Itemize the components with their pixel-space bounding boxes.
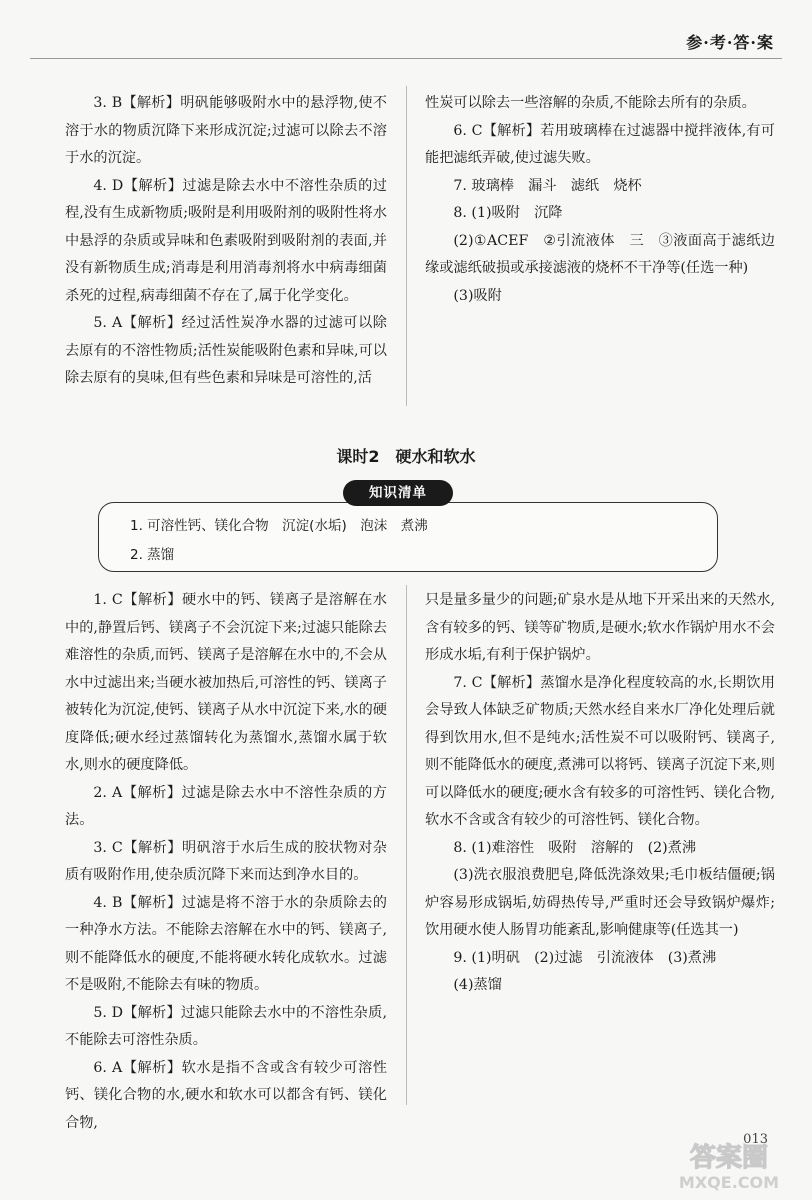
answer-paragraph: 7. C【解析】蒸馏水是净化程度较高的水,长期饮用会导致人体缺乏矿物质;天然水经自来水厂净化处理后就得到饮用水,但不是纯水;活性炭不可以吸附钙、镁离子,则不能降低水的硬度,煮沸可以将钙、镁离子沉淀下来,则可以降低水的硬度;硬水含有较多的可溶性钙、镁化合物,软水不含或含有较少的可溶性钙、镁化合物。 — [425, 674, 775, 828]
answer-paragraph: 3. C【解析】明矾溶于水后生成的胶状物对杂质有吸附作用,使杂质沉降下来而达到净水目的。 — [65, 839, 387, 883]
section2-right-column — [425, 587, 775, 1000]
answer-paragraph: 4. D【解析】过滤是除去水中不溶性杂质的过程,没有生成新物质;吸附是利用吸附剂的吸附性将水中悬浮的杂质或异味和色素吸附到吸附剂的表面,并没有新物质生成;消毒是利用消毒剂将水中病毒细菌杀死的过程,病毒细菌不存在了,属于化学变化。 — [65, 177, 387, 304]
header-title: 参·考·答·案 — [686, 33, 774, 52]
section1-left-column — [65, 90, 387, 393]
answer-paragraph: 6. C【解析】若用玻璃棒在过滤器中搅拌液体,有可能把滤纸弄破,使过滤失败。 — [425, 122, 775, 166]
answer-paragraph: 5. D【解析】过滤只能除去水中的不溶性杂质,不能除去可溶性杂质。 — [65, 1004, 387, 1048]
watermark-logo — [654, 1134, 804, 1194]
answer-paragraph: 1. C【解析】硬水中的钙、镁离子是溶解在水中的,静置后钙、镁离子不会沉淀下来;过滤只能除去难溶性的杂质,而钙、镁离子是溶解在水中的,不会从水中过滤出来;当硬水被加热后,可溶性的钙、镁离子被转化为沉淀,使钙、镁离子从水中沉淀下来,水的硬度降低;硬水经过蒸馏转化为蒸馏水,蒸馏水属于软水,则水的硬度降低。 — [65, 592, 387, 773]
answer-paragraph-continued: 只是量多量少的问题;矿泉水是从地下开采出来的天然水,含有较多的钙、镁等矿物质,是硬水;软水作锅炉用水不会形成水垢,有利于保护锅炉。 — [425, 592, 775, 663]
page-header — [0, 0, 812, 62]
watermark-text: 答案圈 — [689, 1143, 769, 1173]
section1-right-column — [425, 90, 775, 310]
watermark-url: MXQE.COM — [678, 1173, 780, 1192]
answer-paragraph: 8. (1)难溶性 吸附 溶解的 (2)煮沸 — [453, 839, 697, 856]
answer-paragraph-continued: 性炭可以除去一些溶解的杂质,不能除去所有的杂质。 — [425, 95, 756, 111]
answer-paragraph: 8. (1)吸附 沉降 — [453, 205, 563, 221]
knowledge-item: 2. 蒸馏 — [130, 547, 175, 563]
knowledge-box — [98, 502, 718, 572]
column-divider — [406, 585, 407, 1105]
answer-paragraph: (3)吸附 — [453, 287, 502, 304]
page-number: 013 — [743, 1132, 768, 1147]
lesson-title: 课时2 硬水和软水 — [336, 447, 476, 466]
section2-left-column — [65, 587, 387, 1137]
answer-paragraph: (4)蒸馏 — [453, 977, 502, 993]
answer-paragraph: (3)洗衣服浪费肥皂,降低洗涤效果;毛巾板结僵硬;锅炉容易形成锅垢,妨碍热传导,严重时还会导致锅炉爆炸;饮用硬水使人肠胃功能紊乱,影响健康等(任选其一) — [425, 867, 775, 938]
answer-paragraph: 5. A【解析】经过活性炭净水器的过滤可以除去原有的不溶性物质;活性炭能吸附色素和异味,可以除去原有的臭味,但有些色素和异味是可溶性的,活 — [65, 315, 387, 386]
answer-paragraph: 9. (1)明矾 (2)过滤 引流液体 (3)煮沸 — [453, 949, 717, 966]
answer-paragraph: 6. A【解析】软水是指不含或含有较少可溶性钙、镁化合物的水,硬水和软水可以都含有钙、镁化合物, — [65, 1059, 387, 1131]
answer-paragraph: 2. A【解析】过滤是除去水中不溶性杂质的方法。 — [65, 784, 387, 828]
knowledge-tab: 知识清单 — [343, 480, 453, 506]
answer-paragraph: 3. B【解析】明矾能够吸附水中的悬浮物,使不溶于水的物质沉降下来形成沉淀;过滤可以除去不溶于水的沉淀。 — [65, 95, 387, 166]
column-divider — [406, 86, 407, 406]
answer-paragraph: (2)①ACEF ②引流液体 三 ③液面高于滤纸边缘或滤纸破损或承接滤液的烧杯不干净等(任选一种) — [425, 232, 775, 276]
answer-paragraph: 7. 玻璃棒 漏斗 滤纸 烧杯 — [453, 177, 642, 194]
knowledge-item: 1. 可溶性钙、镁化合物 沉淀(水垢) 泡沫 煮沸 — [130, 518, 428, 534]
header-rule — [30, 58, 782, 59]
answer-paragraph: 4. B【解析】过滤是将不溶于水的杂质除去的一种净水方法。不能除去溶解在水中的钙、镁离子,则不能降低水的硬度,不能将硬水转化成软水。过滤不是吸附,不能除去有味的物质。 — [65, 894, 387, 993]
